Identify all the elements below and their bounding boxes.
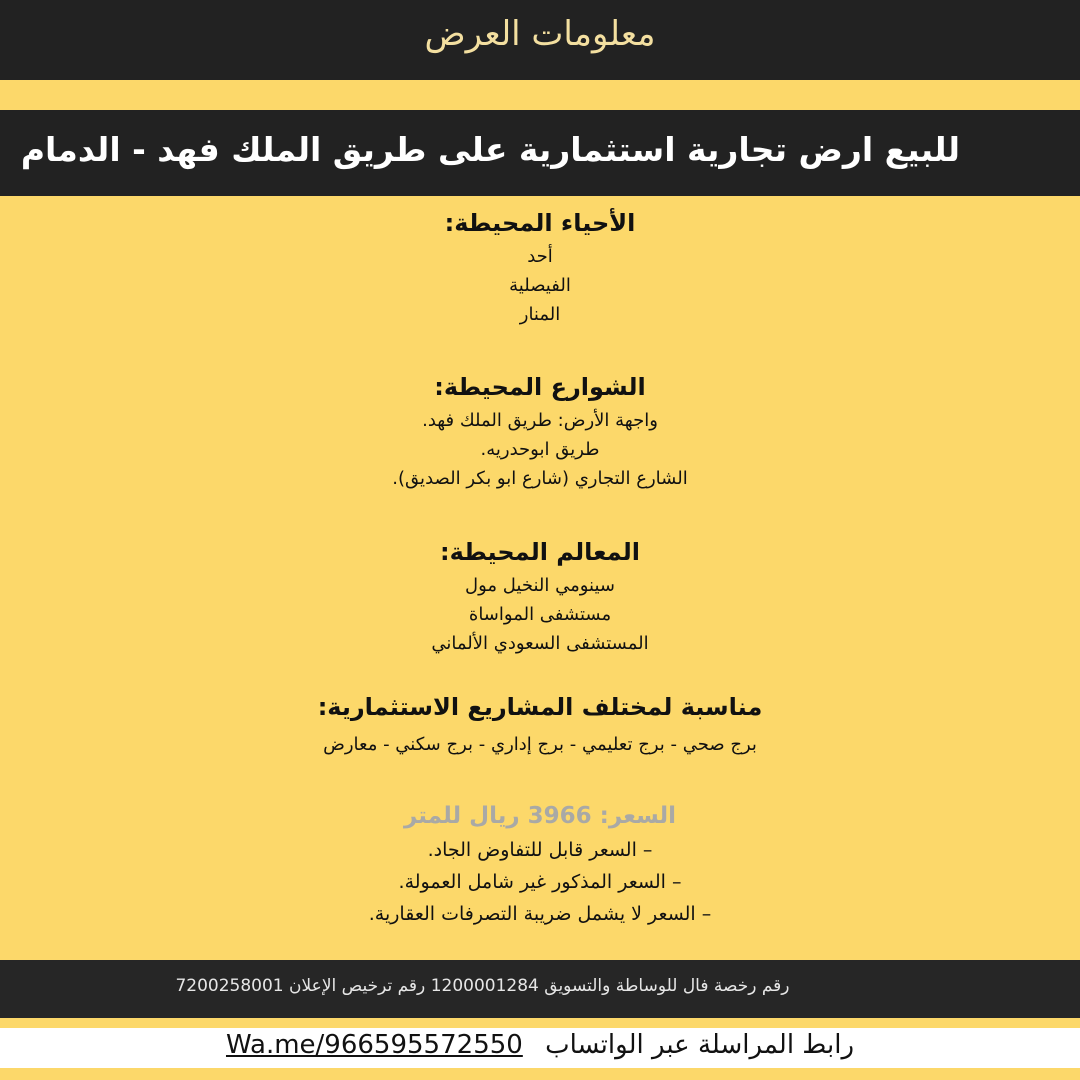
price-section — [0, 798, 1080, 930]
neighborhoods-heading: الأحياء المحيطة: — [444, 209, 636, 237]
landmark-item: المستشفى السعودي الألماني — [431, 633, 649, 654]
neighborhood-item: الفيصلية — [509, 275, 571, 296]
contact-line — [0, 1030, 1080, 1060]
license-info: رقم رخصة فال للوساطة والتسويق 1200001284 رقم ترخيص الإعلان 7200258001 — [175, 976, 790, 996]
projects-heading: مناسبة لمختلف المشاريع الاستثمارية: — [317, 693, 763, 721]
projects-section — [0, 688, 1080, 759]
price-note: – السعر لا يشمل ضريبة التصرفات العقارية. — [368, 903, 712, 925]
landmarks-heading: المعالم المحيطة: — [439, 538, 641, 566]
landmark-item: مستشفى المواساة — [468, 604, 612, 625]
street-item: الشارع التجاري (شارع ابو بكر الصديق). — [392, 468, 688, 489]
landmarks-section — [0, 533, 1080, 658]
streets-section — [0, 368, 1080, 493]
listing-title-bar — [0, 110, 1080, 196]
price-note: – السعر قابل للتفاوض الجاد. — [427, 839, 653, 861]
header-bar — [0, 0, 1080, 80]
street-item: واجهة الأرض: طريق الملك فهد. — [422, 410, 658, 431]
neighborhoods-section — [0, 204, 1080, 329]
neighborhood-item: المنار — [519, 304, 561, 325]
neighborhood-item: أحد — [527, 246, 553, 267]
license-bar — [0, 960, 1080, 1018]
street-item: طريق ابوحدريه. — [480, 439, 600, 460]
header-title: معلومات العرض — [424, 14, 656, 54]
contact-strip — [0, 1028, 1080, 1068]
price-heading: السعر: 3966 ريال للمتر — [403, 803, 677, 829]
landmark-item: سينومي النخيل مول — [465, 575, 615, 596]
streets-heading: الشوارع المحيطة: — [434, 373, 646, 401]
price-note: – السعر المذكور غير شامل العمولة. — [398, 871, 682, 893]
projects-list: برج صحي - برج تعليمي - برج إداري - برج سكني - معارض — [323, 734, 757, 755]
whatsapp-link[interactable]: Wa.me/966595572550 — [225, 1030, 523, 1060]
contact-label: رابط المراسلة عبر الواتساب — [545, 1030, 854, 1060]
listing-title: للبيع ارض تجارية استثمارية على طريق الملك فهد - الدمام — [20, 130, 960, 169]
